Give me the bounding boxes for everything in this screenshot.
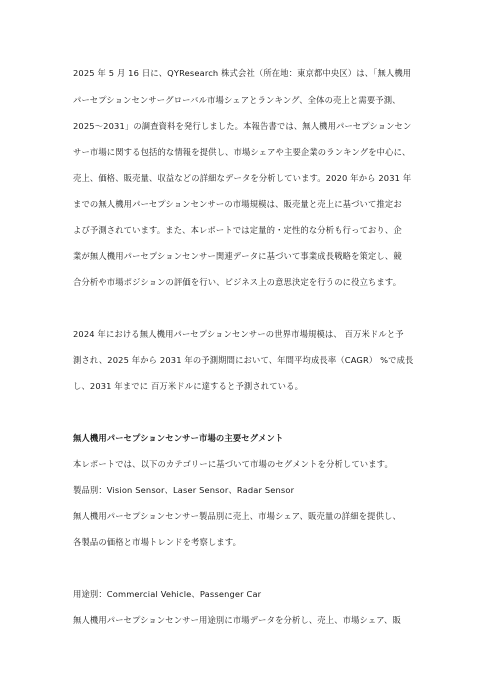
intro-line-2: パーセプションセンサーグローバル市場シェアとランキング、全体の売上と需要予測、	[73, 95, 401, 105]
intro-line-3: 2025～2031」の調査資料を発行しました。本報告書では、無人機用パーセプションセン	[73, 121, 412, 131]
market-size-line-2: 測され、2025 年から 2031 年の予測期間において、年間平均成長率（CAGR） %で成長	[73, 355, 414, 365]
segment-heading: 無人機用パーセプションセンサー市場の主要セグメント	[73, 433, 284, 443]
market-size-line-3: し、2031 年までに 百万米ドルに達すると予測されている。	[73, 381, 304, 391]
intro-line-7: よび予測されています。また、本レポートでは定量的・定性的な分析も行っており、企	[73, 225, 402, 235]
intro-line-6: までの無人機用パーセプションセンサーの市場規模は、販売量と売上に基づいて推定お	[73, 199, 402, 209]
by-product-desc-line-2: 各製品の価格と市場トレンドを考察します。	[73, 537, 242, 547]
by-product-label: 製品別：Vision Sensor、Laser Sensor、Radar Sensor	[73, 485, 295, 495]
intro-line-9: 合分析や市場ポジションの評価を行い、ビジネス上の意思決定を行うのに役立ちます。	[73, 277, 402, 287]
intro-line-4: サー市場に関する包括的な情報を提供し、市場シェアや主要企業のランキングを中心に、	[73, 147, 411, 157]
by-application-desc-line-1: 無人機用パーセプションセンサー用途別に市場データを分析し、売上、市場シェア、販	[73, 615, 401, 625]
intro-line-1: 2025 年 5 月 16 日に、QYResearch 株式会社（所在地：東京都中央区）は、「無人機用	[73, 68, 412, 78]
intro-line-8: 業が無人機用パーセプションセンサー関連データに基づいて事業成長戦略を策定し、競	[73, 251, 402, 261]
by-application-label: 用途別：Commercial Vehicle、Passenger Car	[73, 589, 262, 599]
intro-line-5: 売上、価格、販売量、収益などの詳細なデータを分析しています。2020 年から 2031 年	[73, 173, 412, 183]
segment-intro: 本レポートでは、以下のカテゴリーに基づいて市場のセグメントを分析しています。	[73, 459, 393, 469]
by-product-desc-line-1: 無人機用パーセプションセンサー製品別に売上、市場シェア、販売量の詳細を提供し、	[73, 511, 401, 521]
market-size-line-1: 2024 年における無人機用パーセプションセンサーの世界市場規模は、 百万米ドルと予	[73, 329, 404, 339]
